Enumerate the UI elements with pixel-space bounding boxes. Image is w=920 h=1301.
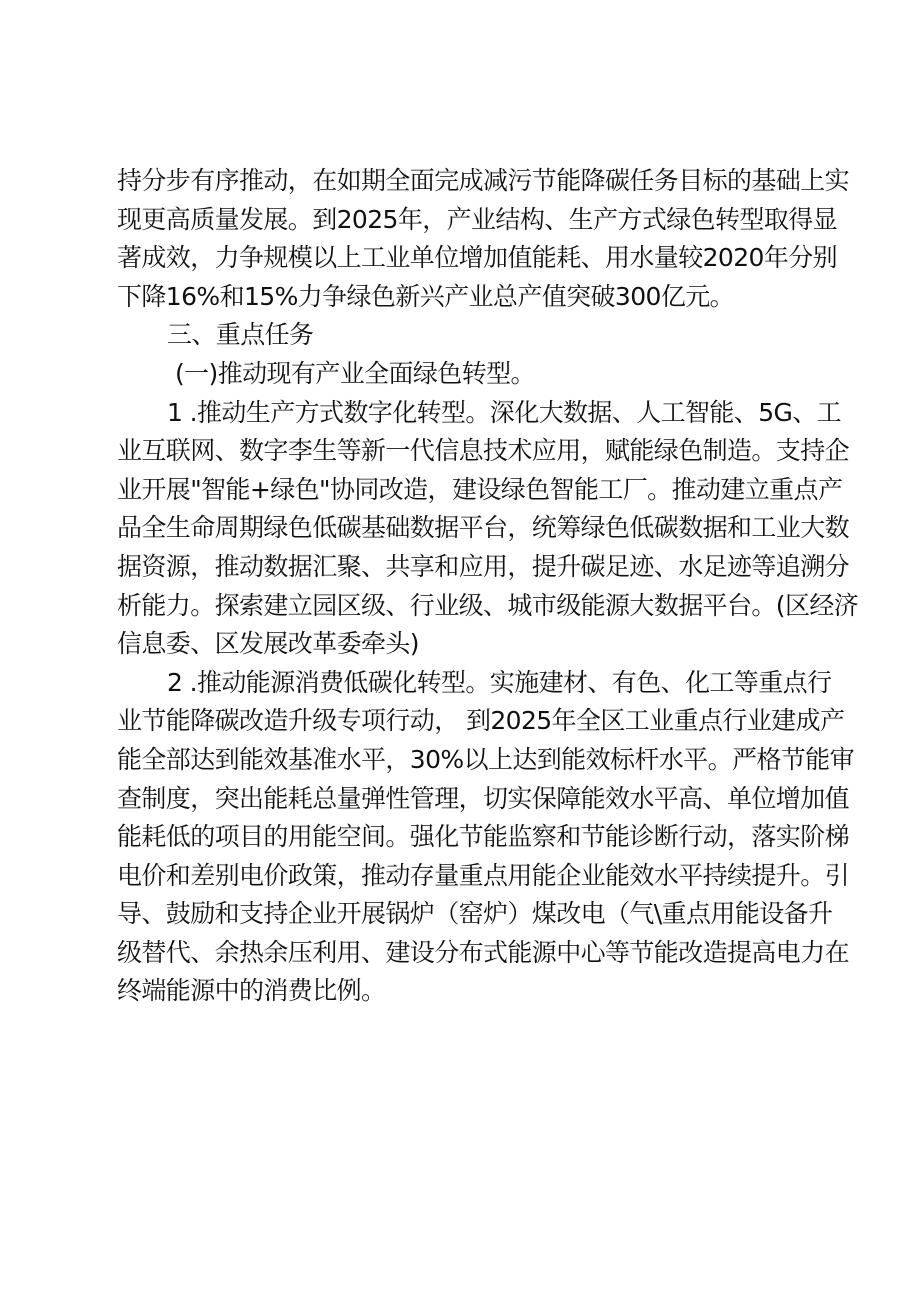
paragraph-line: 持分步有序推动，在如期全面完成减污节能降碳任务目标的基础上实 bbox=[117, 166, 850, 195]
paragraph-line: 品全生命周期绿色低碳基础数据平台，统筹绿色低碳数据和工业大数 bbox=[117, 513, 850, 543]
paragraph-line: 据资源，推动数据汇聚、共享和应用，提升碳足迹、水足迹等追溯分 bbox=[117, 551, 850, 581]
section-heading: 三、重点任务 bbox=[167, 320, 314, 350]
paragraph-line: 电价和差别电价政策，推动存量重点用能企业能效水平持续提升。引 bbox=[117, 860, 850, 890]
document-body bbox=[117, 162, 859, 1011]
paragraph-line: 现更高质量发展。到2025年，产业结构、生产方式绿色转型取得显 bbox=[117, 204, 838, 234]
paragraph-line: 业互联网、数字李生等新一代信息技术应用，赋能绿色制造。支持企 bbox=[117, 436, 850, 466]
paragraph-line: 级替代、余热余压利用、建设分布式能源中心等节能改造提高电力在 bbox=[117, 937, 850, 967]
paragraph-line: 导、鼓励和支持企业开展锅炉（窑炉）煤改电（气\重点用能设备升 bbox=[117, 899, 833, 929]
paragraph-line: 析能力。探索建立园区级、行业级、城市级能源大数据平台。(区经济 bbox=[117, 590, 859, 620]
paragraph-line: 查制度，突出能耗总量弹性管理，切实保障能效水平高、单位增加值 bbox=[117, 783, 850, 813]
paragraph-line: 2 .推动能源消费低碳化转型。实施建材、有色、化工等重点行 bbox=[167, 667, 832, 697]
paragraph-line: 下降16%和15%力争绿色新兴产业总产值突破300亿元。 bbox=[117, 281, 735, 311]
paragraph-line: 1 .推动生产方式数字化转型。深化大数据、人工智能、5G、工 bbox=[167, 397, 842, 427]
paragraph-line: 业节能降碳改造升级专项行动， 到2025年全区工业重点行业建成产 bbox=[117, 706, 845, 736]
paragraph-line: 业开展"智能+绿色"协同改造，建设绿色智能工厂。推动建立重点产 bbox=[117, 474, 843, 504]
paragraph-line: 能全部达到能效基准水平，30%以上达到能效标杆水平。严格节能审 bbox=[117, 744, 854, 774]
paragraph-line: 能耗低的项目的用能空间。强化节能监察和节能诊断行动，落实阶梯 bbox=[117, 822, 850, 852]
paragraph-line: 著成效，力争规模以上工业单位增加值能耗、用水量较2020年分别 bbox=[117, 243, 838, 273]
paragraph-line: 信息委、区发展改革委牵头) bbox=[117, 629, 419, 659]
paragraph-line: 终端能源中的消费比例。 bbox=[117, 976, 386, 1006]
subsection-heading: (一)推动现有产业全面绿色转型。 bbox=[175, 358, 535, 388]
